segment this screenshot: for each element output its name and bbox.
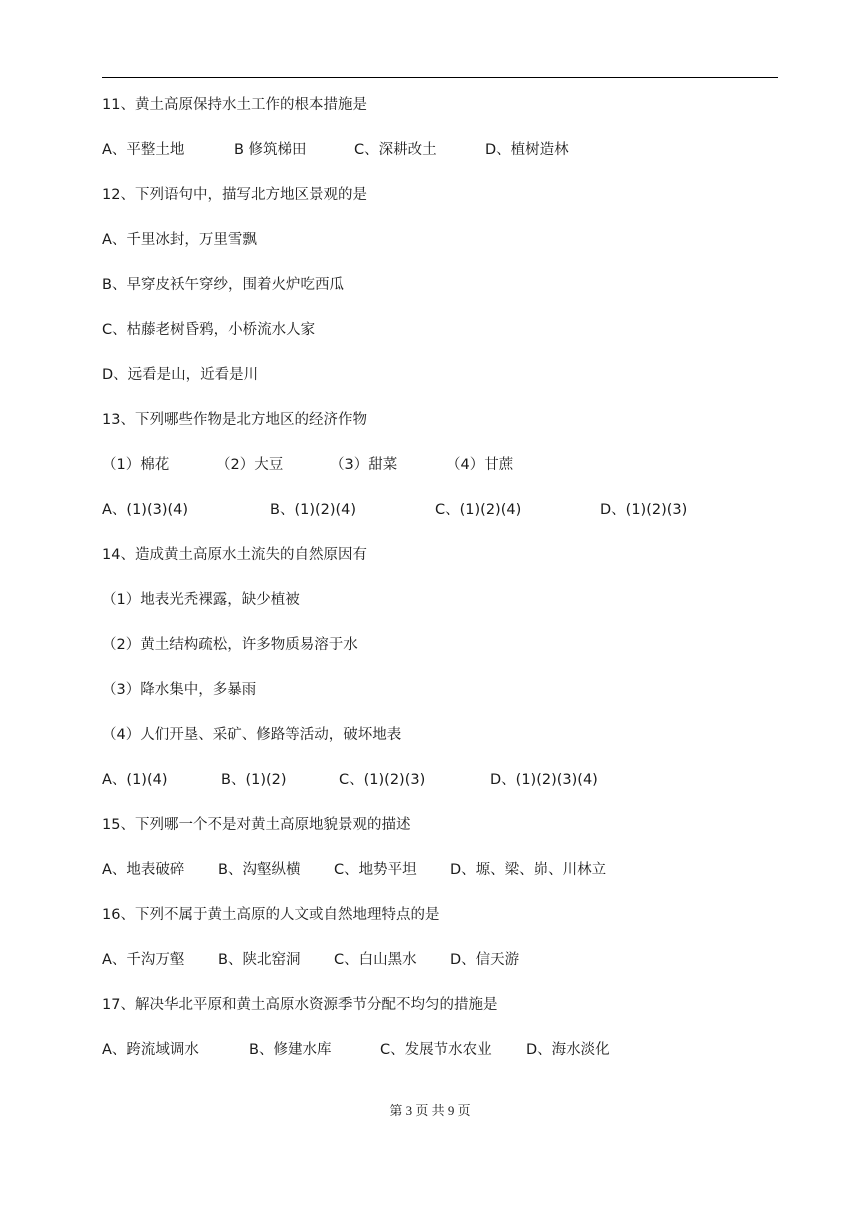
- question-16-options: [102, 950, 778, 970]
- option-c: C、发展节水农业: [380, 1042, 492, 1058]
- option-a: A、(1)(3)(4): [102, 502, 189, 518]
- question-14-item-4: （4）人们开垦、采矿、修路等活动，破坏地表: [102, 727, 402, 743]
- question-14-stem: 14、造成黄土高原水土流失的自然原因有: [102, 547, 367, 563]
- question-11-options: [102, 140, 778, 160]
- option-a: A、(1)(4): [102, 772, 168, 788]
- option-a: A、跨流域调水: [102, 1042, 199, 1058]
- question-12-option-d: D、远看是山，近看是川: [102, 367, 259, 383]
- header-rule: [102, 77, 778, 78]
- option-c: C、地势平坦: [334, 862, 417, 878]
- question-13-options: [102, 500, 778, 520]
- option-b: B、修建水库: [249, 1042, 332, 1058]
- question-14-options: [102, 770, 778, 790]
- option-c: C、深耕改土: [354, 142, 437, 158]
- question-13-items: [102, 455, 778, 475]
- option-b: B、(1)(2)(4): [270, 502, 357, 518]
- option-b: B、沟壑纵横: [218, 862, 301, 878]
- option-d: D、信天游: [450, 952, 520, 968]
- option-a: A、千沟万壑: [102, 952, 185, 968]
- question-17-options: [102, 1040, 778, 1060]
- option-d: D、(1)(2)(3)(4): [490, 772, 598, 788]
- question-17-stem: 17、解决华北平原和黄土高原水资源季节分配不均匀的措施是: [102, 997, 498, 1013]
- option-c: C、(1)(2)(3): [339, 772, 426, 788]
- question-12-stem: 12、下列语句中，描写北方地区景观的是: [102, 187, 367, 203]
- option-a: A、平整土地: [102, 142, 185, 158]
- option-b: B 修筑梯田: [234, 142, 307, 158]
- item-1: （1）棉花: [102, 457, 170, 473]
- question-14-item-3: （3）降水集中，多暴雨: [102, 682, 257, 698]
- question-14-item-2: （2）黄土结构疏松，许多物质易溶于水: [102, 637, 358, 653]
- option-d: D、海水淡化: [526, 1042, 610, 1058]
- option-c: C、白山黑水: [334, 952, 417, 968]
- question-16-stem: 16、下列不属于黄土高原的人文或自然地理特点的是: [102, 907, 440, 923]
- question-15-stem: 15、下列哪一个不是对黄土高原地貌景观的描述: [102, 817, 411, 833]
- option-b: B、陕北窑洞: [218, 952, 301, 968]
- item-4: （4）甘蔗: [446, 457, 514, 473]
- option-c: C、(1)(2)(4): [435, 502, 522, 518]
- option-d: D、塬、梁、峁、川林立: [450, 862, 607, 878]
- question-12-option-b: B、早穿皮袄午穿纱，围着火炉吃西瓜: [102, 277, 344, 293]
- page-number-footer: 第 3 页 共 9 页: [389, 1103, 471, 1118]
- question-15-options: [102, 860, 778, 880]
- question-14-item-1: （1）地表光秃裸露，缺少植被: [102, 592, 300, 608]
- item-3: （3）甜菜: [330, 457, 398, 473]
- option-d: D、植树造林: [485, 142, 569, 158]
- question-13-stem: 13、下列哪些作物是北方地区的经济作物: [102, 412, 367, 428]
- item-2: （2）大豆: [216, 457, 284, 473]
- option-b: B、(1)(2): [221, 772, 287, 788]
- option-a: A、地表破碎: [102, 862, 185, 878]
- option-d: D、(1)(2)(3): [600, 502, 688, 518]
- question-12-option-a: A、千里冰封，万里雪飘: [102, 232, 257, 248]
- question-12-option-c: C、枯藤老树昏鸦，小桥流水人家: [102, 322, 316, 338]
- question-11-stem: 11、黄土高原保持水土工作的根本措施是: [102, 97, 367, 113]
